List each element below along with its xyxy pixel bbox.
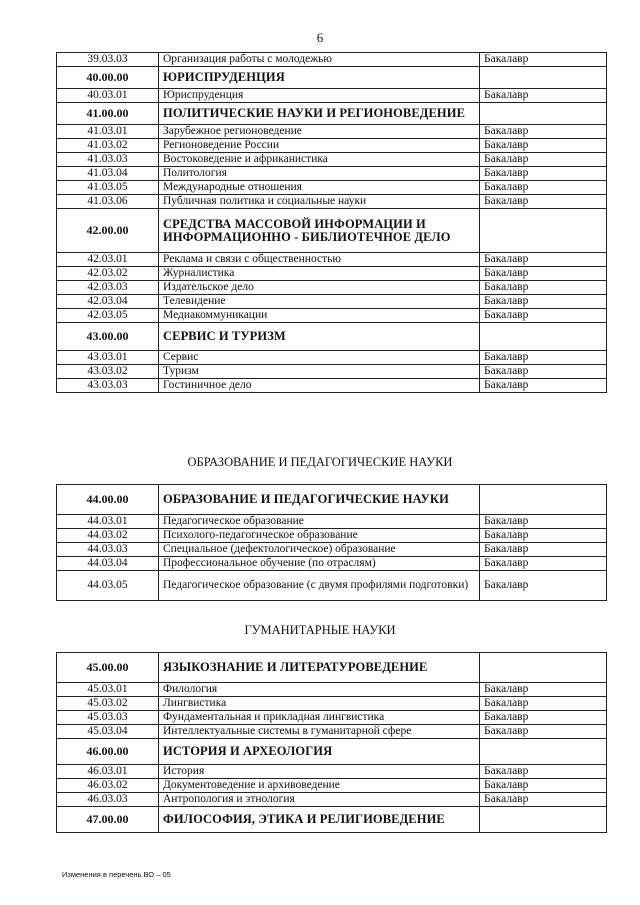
name-cell: Медиакоммуникации bbox=[159, 309, 480, 323]
code-cell: 43.03.02 bbox=[57, 365, 159, 379]
degree-cell: Бакалавр bbox=[480, 125, 607, 139]
group-header-row bbox=[57, 739, 607, 765]
table-row bbox=[57, 295, 607, 309]
code-cell: 44.03.03 bbox=[57, 543, 159, 557]
table-row bbox=[57, 267, 607, 281]
table-row bbox=[57, 529, 607, 543]
table-row bbox=[57, 779, 607, 793]
section-title-humanities: ГУМАНИТАРНЫЕ НАУКИ bbox=[244, 623, 396, 637]
degree-cell bbox=[480, 653, 607, 683]
name-cell: Туризм bbox=[159, 365, 480, 379]
name-cell: ИСТОРИЯ И АРХЕОЛОГИЯ bbox=[159, 739, 480, 765]
degree-cell: Бакалавр bbox=[480, 53, 607, 67]
name-cell: СРЕДСТВА МАССОВОЙ ИНФОРМАЦИИ И ИНФОРМАЦИОННО - БИБЛИОТЕЧНОЕ ДЕЛО bbox=[159, 209, 480, 253]
code-cell: 46.03.02 bbox=[57, 779, 159, 793]
name-cell: Профессиональное обучение (по отраслям) bbox=[159, 557, 480, 571]
table-row bbox=[57, 89, 607, 103]
name-cell: Юриспруденция bbox=[159, 89, 480, 103]
name-cell: Интеллектуальные системы в гуманитарной сфере bbox=[159, 725, 480, 739]
table-row bbox=[57, 167, 607, 181]
code-cell: 39.03.03 bbox=[57, 53, 159, 67]
degree-cell: Бакалавр bbox=[480, 543, 607, 557]
degree-cell bbox=[480, 209, 607, 253]
code-cell: 41.03.05 bbox=[57, 181, 159, 195]
name-cell: ОБРАЗОВАНИЕ И ПЕДАГОГИЧЕСКИЕ НАУКИ bbox=[159, 485, 480, 515]
code-cell: 45.03.04 bbox=[57, 725, 159, 739]
table-row bbox=[57, 725, 607, 739]
name-cell: ЮРИСПРУДЕНЦИЯ bbox=[159, 67, 480, 89]
table-row bbox=[57, 557, 607, 571]
name-cell: Лингвистика bbox=[159, 697, 480, 711]
name-cell: Издательское дело bbox=[159, 281, 480, 295]
degree-cell bbox=[480, 103, 607, 125]
group-header-row bbox=[57, 807, 607, 833]
name-cell: Специальное (дефектологическое) образование bbox=[159, 543, 480, 557]
code-cell: 41.03.01 bbox=[57, 125, 159, 139]
table-row bbox=[57, 379, 607, 393]
code-cell: 45.03.03 bbox=[57, 711, 159, 725]
code-cell: 41.03.06 bbox=[57, 195, 159, 209]
table-row bbox=[57, 765, 607, 779]
specialties-table-2 bbox=[56, 484, 607, 601]
degree-cell: Бакалавр bbox=[480, 253, 607, 267]
code-cell: 46.00.00 bbox=[57, 739, 159, 765]
name-cell: Психолого-педагогическое образование bbox=[159, 529, 480, 543]
code-cell: 42.03.01 bbox=[57, 253, 159, 267]
name-cell: Антропология и этнология bbox=[159, 793, 480, 807]
code-cell: 41.03.02 bbox=[57, 139, 159, 153]
code-cell: 40.00.00 bbox=[57, 67, 159, 89]
name-cell: Документоведение и архивоведение bbox=[159, 779, 480, 793]
name-cell: Педагогическое образование (с двумя профилями подготовки) bbox=[159, 571, 480, 601]
degree-cell: Бакалавр bbox=[480, 529, 607, 543]
name-cell: История bbox=[159, 765, 480, 779]
footer-note: Изменения в перечень ВО – 05 bbox=[62, 870, 171, 879]
code-cell: 42.03.04 bbox=[57, 295, 159, 309]
name-cell: Международные отношения bbox=[159, 181, 480, 195]
name-cell: Фундаментальная и прикладная лингвистика bbox=[159, 711, 480, 725]
degree-cell: Бакалавр bbox=[480, 711, 607, 725]
code-cell: 42.03.03 bbox=[57, 281, 159, 295]
degree-cell: Бакалавр bbox=[480, 379, 607, 393]
name-cell: Публичная политика и социальные науки bbox=[159, 195, 480, 209]
name-cell: Педагогическое образование bbox=[159, 515, 480, 529]
name-cell: ФИЛОСОФИЯ, ЭТИКА И РЕЛИГИОВЕДЕНИЕ bbox=[159, 807, 480, 833]
page-number: 6 bbox=[316, 30, 324, 45]
code-cell: 44.00.00 bbox=[57, 485, 159, 515]
degree-cell: Бакалавр bbox=[480, 295, 607, 309]
degree-cell: Бакалавр bbox=[480, 139, 607, 153]
name-cell: Востоковедение и африканистика bbox=[159, 153, 480, 167]
degree-cell: Бакалавр bbox=[480, 351, 607, 365]
degree-cell: Бакалавр bbox=[480, 571, 607, 601]
table-row bbox=[57, 125, 607, 139]
name-cell: ПОЛИТИЧЕСКИЕ НАУКИ И РЕГИОНОВЕДЕНИЕ bbox=[159, 103, 480, 125]
degree-cell: Бакалавр bbox=[480, 89, 607, 103]
name-cell: СЕРВИС И ТУРИЗМ bbox=[159, 323, 480, 351]
table-row bbox=[57, 195, 607, 209]
table-row bbox=[57, 53, 607, 67]
table-row bbox=[57, 793, 607, 807]
code-cell: 45.03.01 bbox=[57, 683, 159, 697]
degree-cell: Бакалавр bbox=[480, 557, 607, 571]
code-cell: 46.03.03 bbox=[57, 793, 159, 807]
code-cell: 42.03.02 bbox=[57, 267, 159, 281]
degree-cell: Бакалавр bbox=[480, 365, 607, 379]
code-cell: 45.00.00 bbox=[57, 653, 159, 683]
degree-cell bbox=[480, 485, 607, 515]
section-title-education: ОБРАЗОВАНИЕ И ПЕДАГОГИЧЕСКИЕ НАУКИ bbox=[187, 455, 453, 469]
code-cell: 47.00.00 bbox=[57, 807, 159, 833]
degree-cell: Бакалавр bbox=[480, 281, 607, 295]
name-cell: Гостиничное дело bbox=[159, 379, 480, 393]
code-cell: 43.03.01 bbox=[57, 351, 159, 365]
degree-cell: Бакалавр bbox=[480, 167, 607, 181]
name-cell: ЯЗЫКОЗНАНИЕ И ЛИТЕРАТУРОВЕДЕНИЕ bbox=[159, 653, 480, 683]
degree-cell: Бакалавр bbox=[480, 779, 607, 793]
degree-cell: Бакалавр bbox=[480, 309, 607, 323]
name-cell: Реклама и связи с общественностью bbox=[159, 253, 480, 267]
name-cell: Сервис bbox=[159, 351, 480, 365]
code-cell: 42.03.05 bbox=[57, 309, 159, 323]
table-row bbox=[57, 309, 607, 323]
code-cell: 45.03.02 bbox=[57, 697, 159, 711]
table-row bbox=[57, 711, 607, 725]
table-row bbox=[57, 181, 607, 195]
degree-cell bbox=[480, 739, 607, 765]
degree-cell: Бакалавр bbox=[480, 793, 607, 807]
table-row bbox=[57, 543, 607, 557]
group-header-row bbox=[57, 103, 607, 125]
name-cell: Филология bbox=[159, 683, 480, 697]
table-row bbox=[57, 281, 607, 295]
name-cell: Политология bbox=[159, 167, 480, 181]
specialties-table-3 bbox=[56, 652, 607, 833]
degree-cell: Бакалавр bbox=[480, 153, 607, 167]
code-cell: 44.03.01 bbox=[57, 515, 159, 529]
table-row bbox=[57, 683, 607, 697]
degree-cell: Бакалавр bbox=[480, 725, 607, 739]
table-row bbox=[57, 515, 607, 529]
name-cell: Телевидение bbox=[159, 295, 480, 309]
degree-cell: Бакалавр bbox=[480, 195, 607, 209]
code-cell: 43.03.03 bbox=[57, 379, 159, 393]
code-cell: 40.03.01 bbox=[57, 89, 159, 103]
table-row bbox=[57, 365, 607, 379]
name-cell: Организация работы с молодежью bbox=[159, 53, 480, 67]
table-row bbox=[57, 153, 607, 167]
degree-cell: Бакалавр bbox=[480, 697, 607, 711]
code-cell: 44.03.02 bbox=[57, 529, 159, 543]
code-cell: 41.00.00 bbox=[57, 103, 159, 125]
group-header-row bbox=[57, 653, 607, 683]
code-cell: 41.03.04 bbox=[57, 167, 159, 181]
code-cell: 43.00.00 bbox=[57, 323, 159, 351]
degree-cell: Бакалавр bbox=[480, 683, 607, 697]
group-header-row bbox=[57, 209, 607, 253]
degree-cell: Бакалавр bbox=[480, 181, 607, 195]
code-cell: 42.00.00 bbox=[57, 209, 159, 253]
code-cell: 44.03.05 bbox=[57, 571, 159, 601]
name-cell: Журналистика bbox=[159, 267, 480, 281]
table-row bbox=[57, 139, 607, 153]
code-cell: 41.03.03 bbox=[57, 153, 159, 167]
table-row bbox=[57, 253, 607, 267]
group-header-row bbox=[57, 485, 607, 515]
specialties-table-1 bbox=[56, 52, 607, 393]
group-header-row bbox=[57, 323, 607, 351]
table-row bbox=[57, 351, 607, 365]
code-cell: 44.03.04 bbox=[57, 557, 159, 571]
degree-cell bbox=[480, 807, 607, 833]
table-row bbox=[57, 697, 607, 711]
degree-cell: Бакалавр bbox=[480, 267, 607, 281]
table-row bbox=[57, 571, 607, 601]
degree-cell: Бакалавр bbox=[480, 765, 607, 779]
group-header-row bbox=[57, 67, 607, 89]
code-cell: 46.03.01 bbox=[57, 765, 159, 779]
degree-cell bbox=[480, 67, 607, 89]
name-cell: Регионоведение России bbox=[159, 139, 480, 153]
degree-cell: Бакалавр bbox=[480, 515, 607, 529]
name-cell: Зарубежное регионоведение bbox=[159, 125, 480, 139]
degree-cell bbox=[480, 323, 607, 351]
